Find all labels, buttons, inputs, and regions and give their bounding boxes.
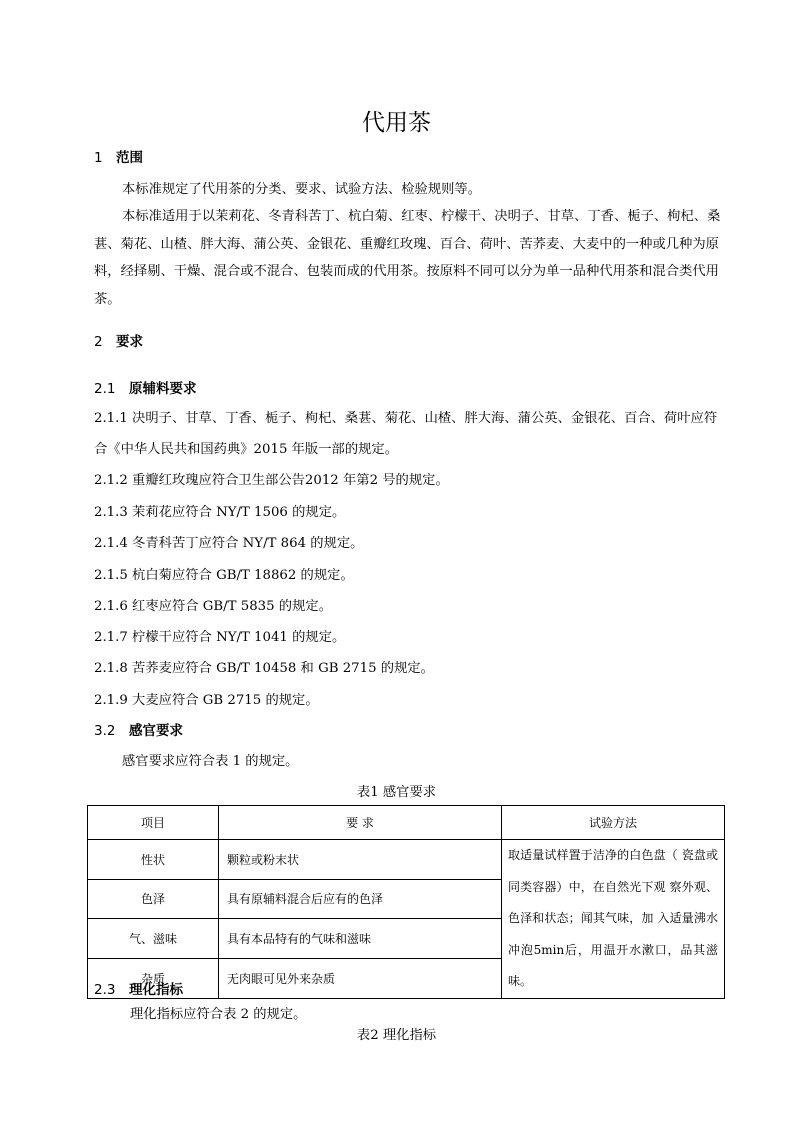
section-number: 2 bbox=[94, 334, 103, 350]
table-cell-requirement: 具有本品特有的气味和滋味 bbox=[219, 919, 502, 959]
table-2-caption: 表2 理化指标 bbox=[356, 1028, 437, 1043]
section-1-heading bbox=[94, 146, 143, 166]
section-title: 理化指标 bbox=[129, 982, 183, 998]
table-cell-item: 色泽 bbox=[88, 879, 219, 919]
clause-2-1-5: 2.1.5 杭白菊应符合 GB/T 18862 的规定。 bbox=[94, 568, 354, 583]
clause-2-1-8: 2.1.8 苦荞麦应符合 GB/T 10458 和 GB 2715 的规定。 bbox=[94, 661, 434, 676]
section-2-heading bbox=[94, 330, 143, 350]
clause-2-1-6: 2.1.6 红枣应符合 GB/T 5835 的规定。 bbox=[94, 599, 332, 614]
table-header-row bbox=[88, 806, 725, 840]
section-3-2-heading bbox=[94, 719, 183, 739]
clause-2-1-1-cont: 合《中华人民共和国药典》2015 年版一部的规定。 bbox=[94, 442, 399, 457]
sensory-requirements-table bbox=[87, 805, 725, 999]
table-cell-item: 性状 bbox=[88, 840, 219, 880]
section-title: 感官要求 bbox=[129, 723, 183, 739]
section-title: 原辅料要求 bbox=[129, 381, 197, 397]
physicochemical-intro-text: 理化指标应符合表 2 的规定。 bbox=[130, 1007, 307, 1022]
header-cell-method: 试验方法 bbox=[502, 806, 725, 840]
table-cell-item: 气、滋味 bbox=[88, 919, 219, 959]
scope-paragraph-2: 本标准适用于以茉莉花、冬青科苦丁、杭白菊、红枣、柠檬干、决明子、甘草、丁香、栀子、枸杞、桑葚、菊花、山楂、胖大海、蒲公英、金银花、重瓣红玫瑰、百合、荷叶、苦荞麦、大麦中的一种或几种为原料，经择剔、干燥、混合或不混合、包装而成的代用茶。按原料不同可以分为单一品种代用茶和混合类代用茶。 bbox=[94, 209, 721, 307]
section-2-1-heading bbox=[94, 377, 197, 397]
table-row bbox=[88, 840, 725, 880]
clause-2-1-1: 2.1.1 决明子、甘草、丁香、栀子、枸杞、桑葚、菊花、山楂、胖大海、蒲公英、金银花、百合、荷叶应符 bbox=[94, 411, 718, 426]
clause-2-1-4: 2.1.4 冬青科苦丁应符合 NY/T 864 的规定。 bbox=[94, 536, 364, 551]
scope-paragraph-1: 本标准规定了代用茶的分类、要求、试验方法、检验规则等。 bbox=[122, 182, 482, 197]
section-number: 3.2 bbox=[94, 723, 116, 739]
header-cell-item: 项目 bbox=[88, 806, 219, 840]
header-cell-requirement: 要 求 bbox=[219, 806, 502, 840]
table-cell-requirement: 无肉眼可见外来杂质 bbox=[219, 958, 502, 998]
sensory-intro-text: 感官要求应符合表 1 的规定。 bbox=[122, 754, 299, 769]
table-cell-requirement: 具有原辅料混合后应有的色泽 bbox=[219, 879, 502, 919]
table-1-caption: 表1 感官要求 bbox=[356, 785, 437, 800]
clause-2-1-7: 2.1.7 柠檬干应符合 NY/T 1041 的规定。 bbox=[94, 630, 346, 645]
section-number: 1 bbox=[94, 150, 103, 166]
clause-2-1-2: 2.1.2 重瓣红玫瑰应符合卫生部公告2012 年第2 号的规定。 bbox=[94, 473, 449, 488]
section-title: 要求 bbox=[116, 334, 143, 350]
clause-2-1-3: 2.1.3 茉莉花应符合 NY/T 1506 的规定。 bbox=[94, 505, 346, 520]
document-title: 代用茶 bbox=[362, 110, 431, 136]
section-title: 范围 bbox=[116, 150, 143, 166]
section-number: 2.1 bbox=[94, 381, 116, 397]
table-cell-test-method: 取适量试样置于洁净的白色盘（ 瓷盘或同类容器）中，在自然光下观 察外观、色泽和状态；闻其气味，加 入适量沸水冲泡5min后，用温开水漱口，品其滋味。 bbox=[502, 840, 725, 999]
clause-2-1-9: 2.1.9 大麦应符合 GB 2715 的规定。 bbox=[94, 693, 319, 708]
table-cell-item: 杂质 bbox=[88, 958, 219, 998]
section-number: 2.3 bbox=[94, 982, 116, 998]
table-cell-requirement: 颗粒或粉末状 bbox=[219, 840, 502, 880]
section-2-3-heading bbox=[94, 978, 183, 998]
